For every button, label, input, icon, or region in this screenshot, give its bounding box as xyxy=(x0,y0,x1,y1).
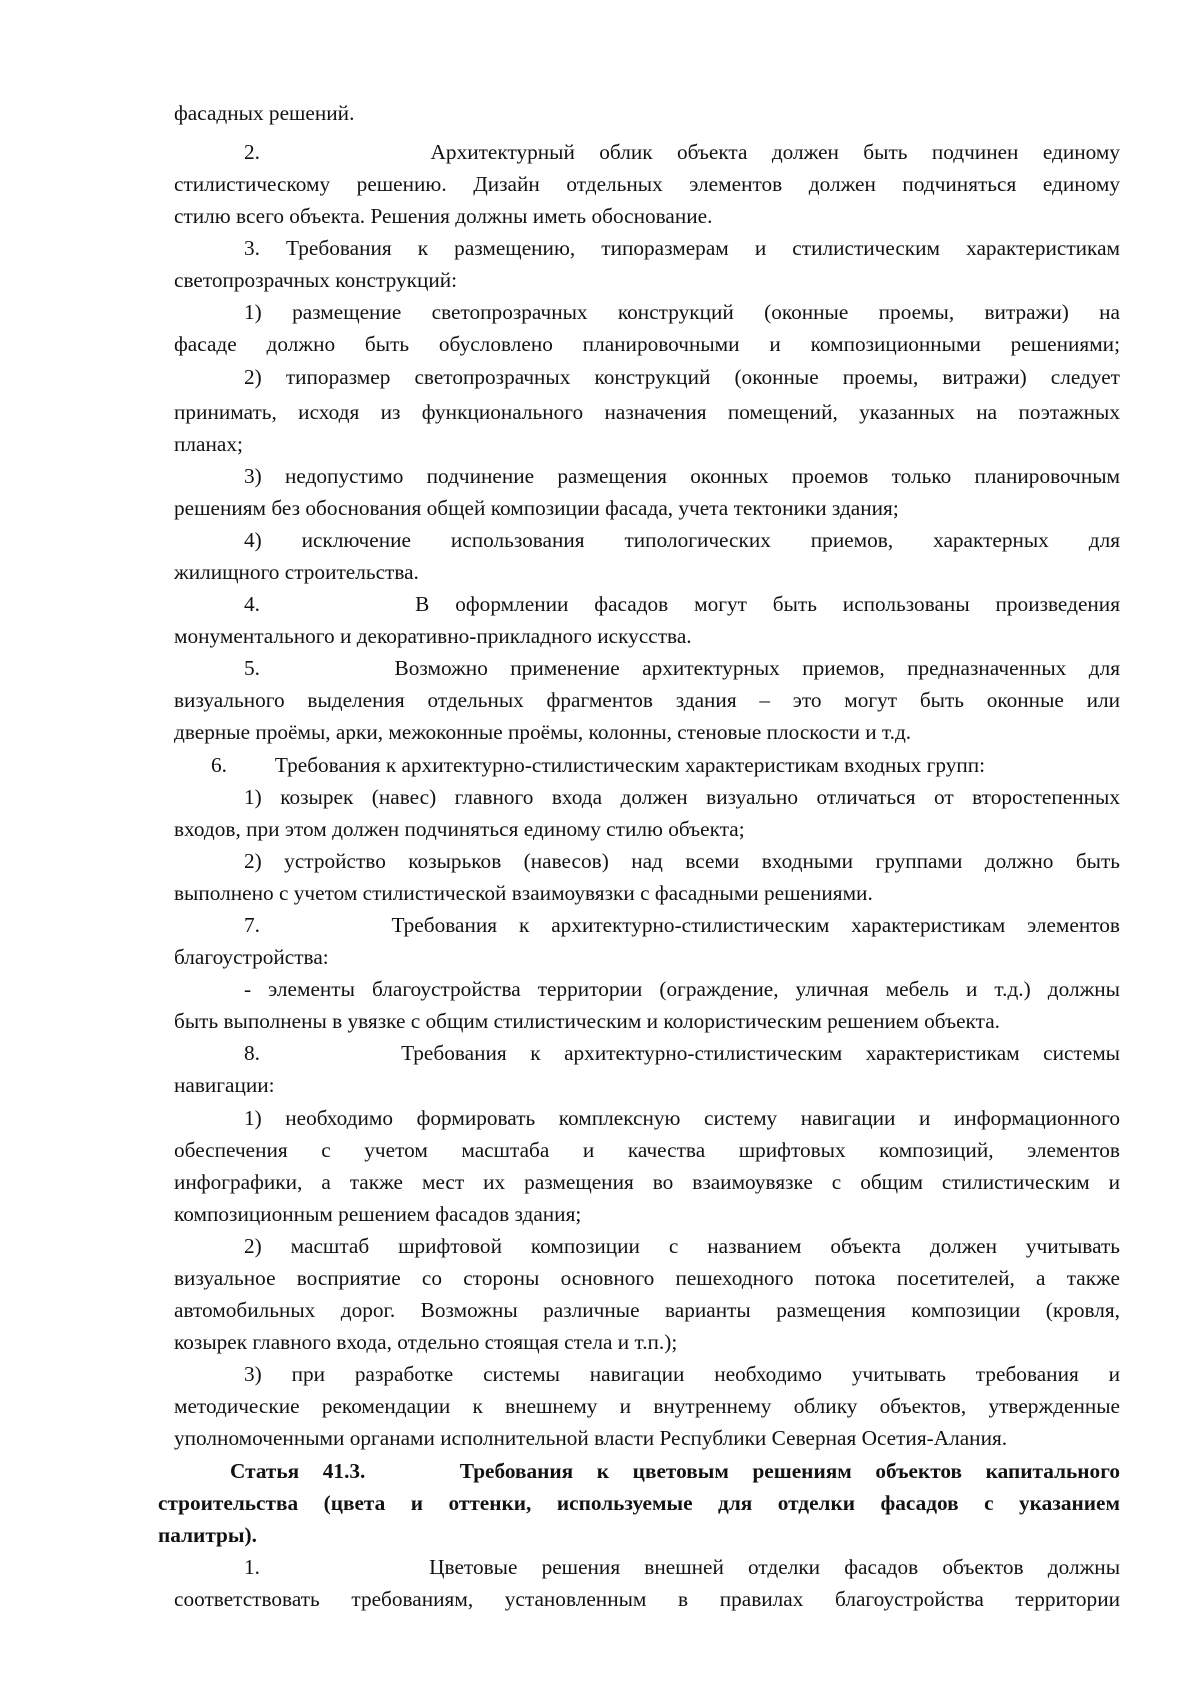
text-line: благоустройства: xyxy=(174,945,329,969)
text-line: решениям без обоснования общей композиции фасада, учета тектоники здания; xyxy=(174,496,899,520)
article-heading: строительства (цвета и оттенки, используемые для отделки фасадов с указанием xyxy=(158,1491,1120,1515)
text-line: 1) козырек (навес) главного входа должен визуально отличаться от второстепенных xyxy=(244,785,1120,809)
text-line: выполнено с учетом стилистической взаимоувязки с фасадными решениями. xyxy=(174,881,873,905)
text-line: фасадных решений. xyxy=(174,101,355,125)
text-line: светопрозрачных конструкций: xyxy=(174,268,458,292)
text-line: визуального выделения отдельных фрагментов здания – это могут быть оконные или xyxy=(174,688,1120,712)
text-line: планах; xyxy=(174,432,243,456)
text-line: 3) при разработке системы навигации необходимо учитывать требования и xyxy=(244,1362,1120,1386)
text-line: 5. Возможно применение архитектурных приемов, предназначенных для xyxy=(244,656,1120,680)
text-line: визуальное восприятие со стороны основного пешеходного потока посетителей, а также xyxy=(174,1266,1120,1290)
text-line: жилищного строительства. xyxy=(174,560,419,584)
text-line: козырек главного входа, отдельно стоящая стела и т.п.); xyxy=(174,1330,678,1354)
text-line: 3. Требования к размещению, типоразмерам и стилистическим характеристикам xyxy=(244,236,1120,260)
text-line: - элементы благоустройства территории (ограждение, уличная мебель и т.д.) должны xyxy=(244,977,1120,1001)
text-line: входов, при этом должен подчиняться единому стилю объекта; xyxy=(174,817,745,841)
text-line: фасаде должно быть обусловлено планировочными и композиционными решениями; xyxy=(174,332,1120,356)
text-line: 1) размещение светопрозрачных конструкций (оконные проемы, витражи) на xyxy=(244,300,1120,324)
text-line: 2) масштаб шрифтовой композиции с названием объекта должен учитывать xyxy=(244,1234,1120,1258)
text-line: методические рекомендации к внешнему и внутреннему облику объектов, утвержденные xyxy=(174,1394,1120,1418)
text-line: композиционным решением фасадов здания; xyxy=(174,1202,582,1226)
text-line: монументального и декоративно-прикладного искусства. xyxy=(174,624,692,648)
text-line: стилю всего объекта. Решения должны иметь обоснование. xyxy=(174,204,713,228)
text-line: 6. Требования к архитектурно-стилистическим характеристикам входных групп: xyxy=(211,753,986,777)
text-line: стилистическому решению. Дизайн отдельных элементов должен подчиняться единому xyxy=(174,172,1120,196)
text-line: 2. Архитектурный облик объекта должен быть подчинен единому xyxy=(244,140,1120,164)
text-line: 8. Требования к архитектурно-стилистическим характеристикам системы xyxy=(244,1041,1120,1065)
text-line: уполномоченными органами исполнительной власти Республики Северная Осетия-Алания. xyxy=(174,1426,1008,1450)
text-line: дверные проёмы, арки, межоконные проёмы, колонны, стеновые плоскости и т.д. xyxy=(174,720,912,744)
text-line: 7. Требования к архитектурно-стилистическим характеристикам элементов xyxy=(244,913,1120,937)
text-line: 1) необходимо формировать комплексную систему навигации и информационного xyxy=(244,1106,1120,1130)
text-line: обеспечения с учетом масштаба и качества шрифтовых композиций, элементов xyxy=(174,1138,1120,1162)
page-number xyxy=(582,1562,622,1588)
article-heading: палитры). xyxy=(158,1523,257,1547)
text-line: принимать, исходя из функционального назначения помещений, указанных на поэтажных xyxy=(174,400,1120,424)
text-line: автомобильных дорог. Возможны различные варианты размещения композиции (кровля, xyxy=(174,1298,1120,1322)
text-line: навигации: xyxy=(174,1073,275,1097)
text-line: 2) типоразмер светопрозрачных конструкций (оконные проемы, витражи) следует xyxy=(244,365,1120,389)
text-line: 2) устройство козырьков (навесов) над всеми входными группами должно быть xyxy=(244,849,1120,873)
text-line: инфографики, а также мест их размещения во взаимоувязке с общим стилистическим и xyxy=(174,1170,1120,1194)
text-line: 4) исключение использования типологических приемов, характерных для xyxy=(244,528,1120,552)
text-line: 4. В оформлении фасадов могут быть использованы произведения xyxy=(244,592,1120,616)
article-heading: Статья 41.3. Требования к цветовым решениям объектов капитального xyxy=(230,1459,1120,1483)
text-line: 1. Цветовые решения внешней отделки фасадов объектов должны xyxy=(244,1555,1120,1579)
text-line: 3) недопустимо подчинение размещения оконных проемов только планировочным xyxy=(244,464,1120,488)
text-line: соответствовать требованиям, установленным в правилах благоустройства территории xyxy=(174,1587,1120,1611)
text-line: быть выполнены в увязке с общим стилистическим и колористическим решением объекта. xyxy=(174,1009,1000,1033)
